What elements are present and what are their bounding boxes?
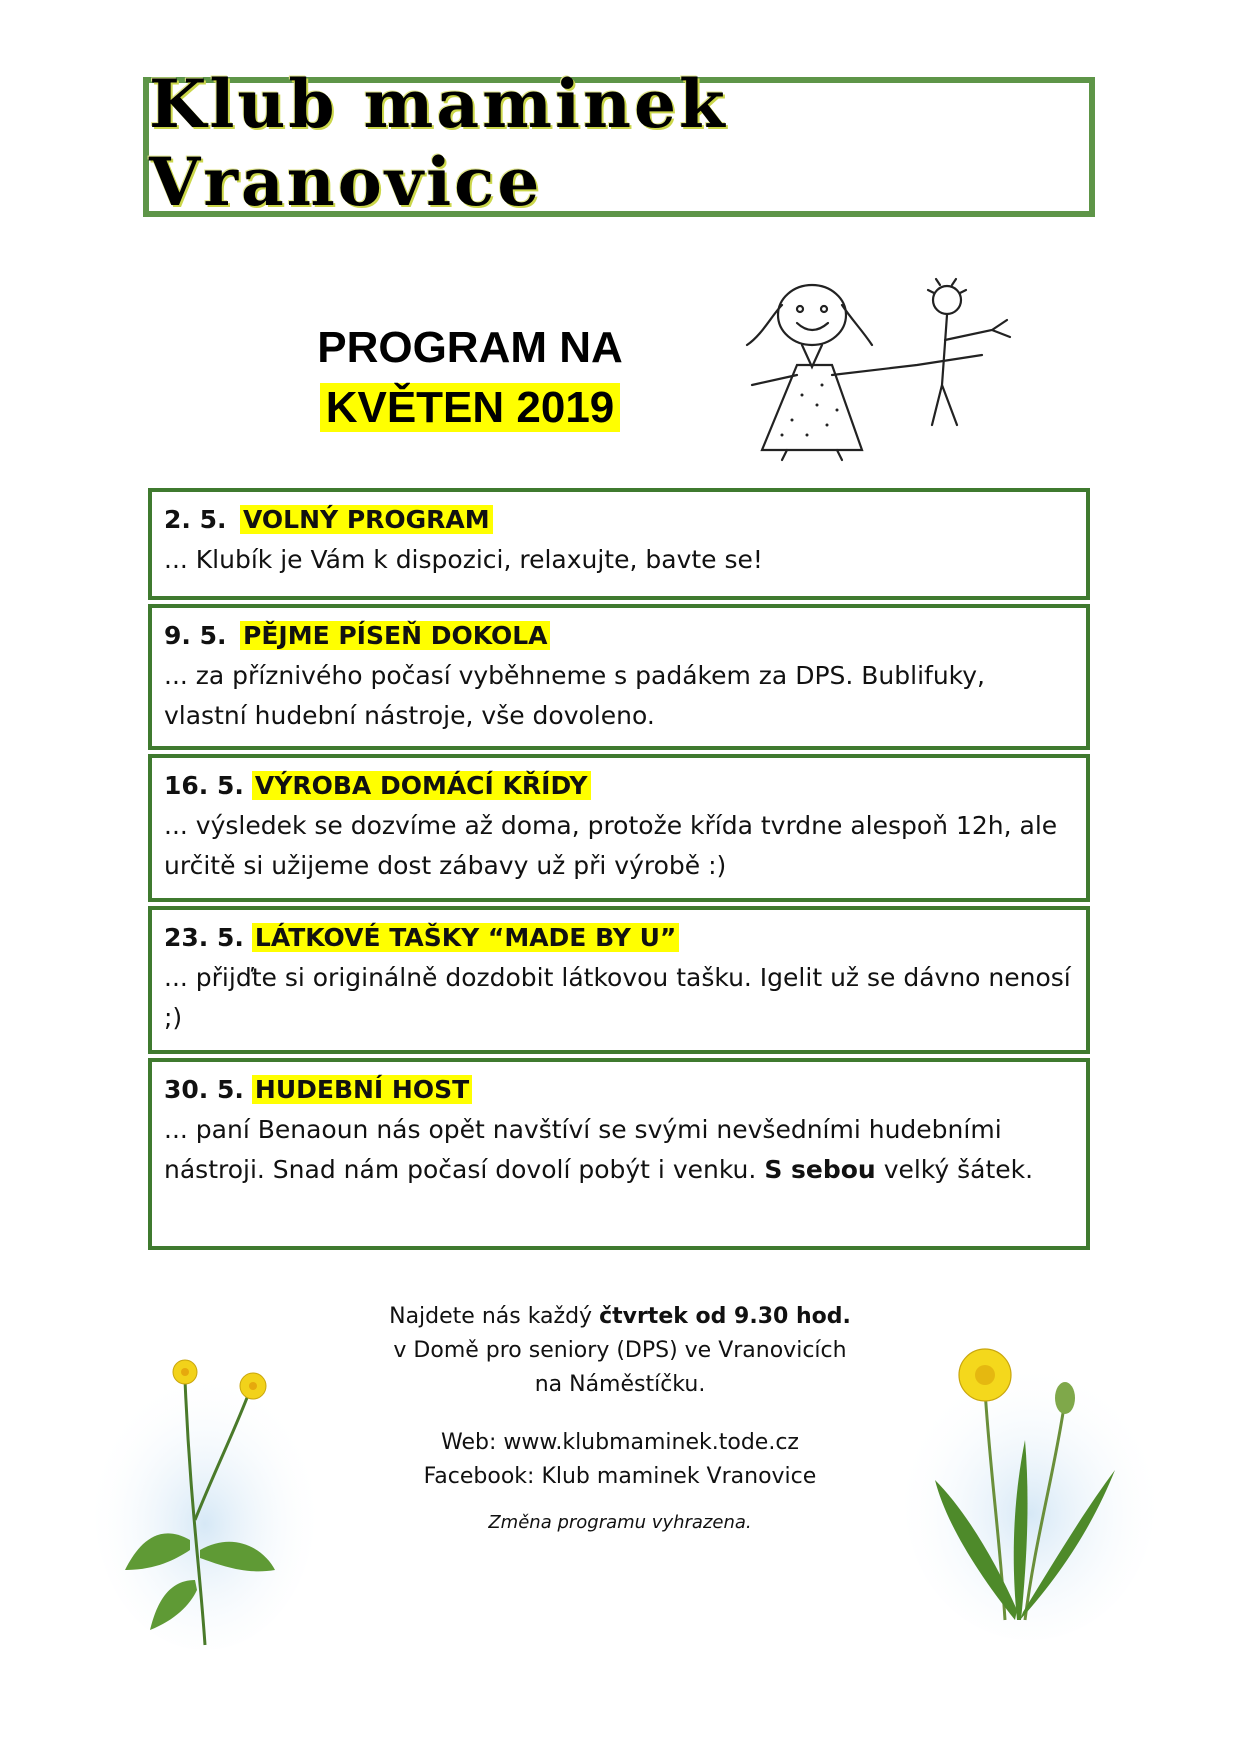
event-date: 9. 5. — [164, 621, 227, 650]
event-description-bold: S sebou — [764, 1155, 876, 1184]
event-description — [164, 1110, 1074, 1190]
event-description: ... za příznivého počasí vyběhneme s padákem za DPS. Bublifuky, vlastní hudební nástroje, vše dovoleno. — [164, 661, 986, 730]
footer-facebook-link[interactable]: Facebook: Klub maminek Vranovice — [423, 1464, 817, 1489]
footer-web-link[interactable]: Web: www.klubmaminek.tode.cz — [441, 1430, 799, 1455]
event-item — [148, 1058, 1090, 1250]
event-item — [148, 604, 1090, 750]
footer-line1: Najdete nás každý — [389, 1304, 593, 1329]
event-title: VÝROBA DOMÁCÍ KŘÍDY — [252, 771, 591, 800]
event-list — [148, 488, 1090, 1254]
title-box — [143, 65, 1095, 221]
footer-info — [330, 1300, 910, 1540]
footer-line3: na Náměstíčku. — [534, 1372, 706, 1397]
footer-note: Změna programu vyhrazena. — [488, 1512, 752, 1533]
event-title: VOLNÝ PROGRAM — [240, 505, 493, 534]
event-item — [148, 488, 1090, 600]
event-title: HUDEBNÍ HOST — [252, 1075, 472, 1104]
event-description-end: velký šátek. — [883, 1155, 1034, 1184]
event-date: 16. 5. — [164, 771, 244, 800]
event-description-text: ... paní Benaoun nás opět navštíví se svými nevšedními hudebními nástroji. Snad nám počasí dovolí pobýt i venku. — [164, 1115, 1002, 1184]
event-item — [148, 754, 1090, 902]
buttercup-flower-icon — [95, 1320, 315, 1650]
event-description: ... přijďte si originálně dozdobit látkovou tašku. Igelit už se dávno nenosí ;) — [164, 963, 1071, 1032]
footer-time: čtvrtek od 9.30 hod. — [599, 1304, 851, 1329]
event-item — [148, 906, 1090, 1054]
event-description: ... výsledek se dozvíme až doma, protože křída tvrdne alespoň 12h, ale určitě si užijeme dost zábavy už při výrobě :) — [164, 811, 1058, 880]
program-heading-month: KVĚTEN 2019 — [320, 383, 621, 432]
event-date: 30. 5. — [164, 1075, 244, 1104]
page-title: Klub maminek Vranovice — [149, 65, 728, 221]
footer-line2: v Domě pro seniory (DPS) ve Vranovicích — [393, 1338, 847, 1363]
program-heading-line1: PROGRAM NA — [317, 323, 623, 372]
event-description: ... Klubík je Vám k dispozici, relaxujte, bavte se! — [164, 545, 763, 574]
event-title: LÁTKOVÉ TAŠKY “MADE BY U” — [252, 923, 679, 952]
event-date: 2. 5. — [164, 505, 227, 534]
program-heading — [260, 318, 680, 438]
event-title: PĚJME PÍSEŇ DOKOLA — [240, 621, 550, 650]
children-drawing-icon — [742, 275, 1042, 465]
dandelion-flower-icon — [905, 1320, 1155, 1640]
event-date: 23. 5. — [164, 923, 244, 952]
